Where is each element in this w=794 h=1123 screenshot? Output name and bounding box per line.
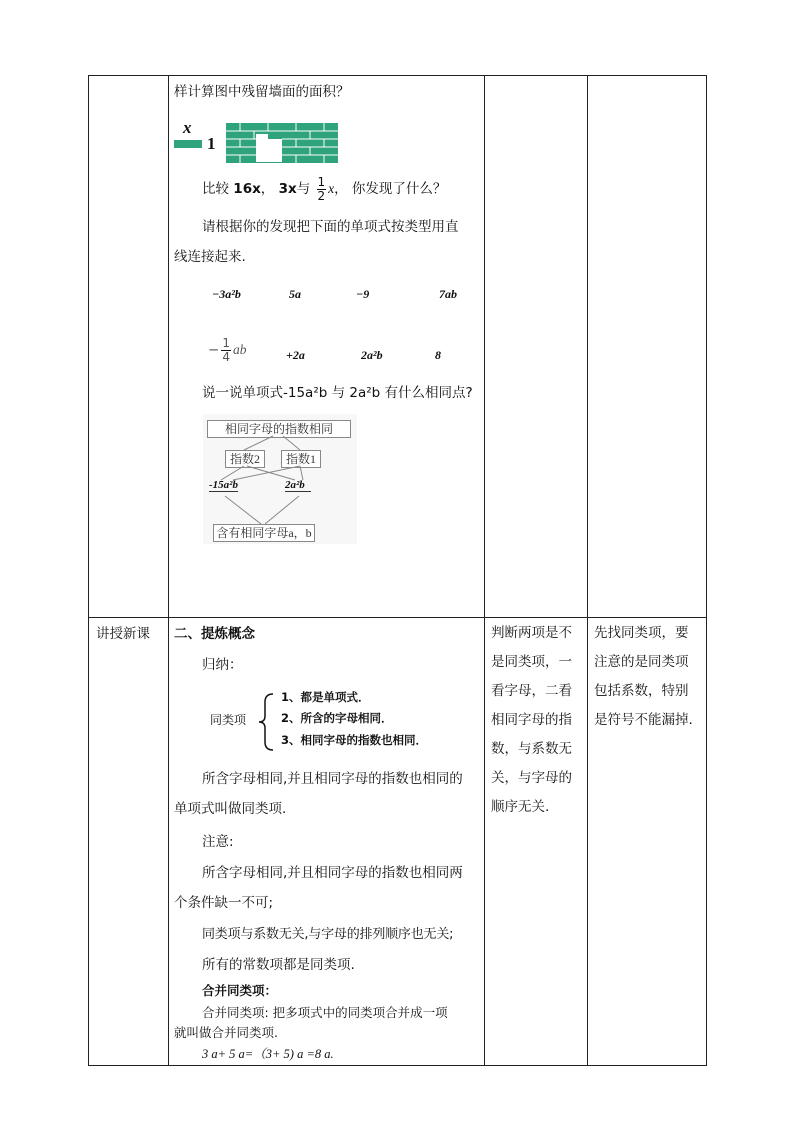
monomial-5: − $\frac{1}{4}$ ab — [208, 336, 247, 364]
curly-brace-icon — [257, 692, 277, 752]
col3-line: 关，与字母的 — [491, 770, 572, 786]
col4-line: 先找同类项，要 — [594, 625, 689, 641]
brick-wall — [226, 123, 338, 163]
merge-def-line-1: 合并同类项: 把多项式中的同类项合并成一项 — [202, 1005, 448, 1020]
col3-line: 是同类项，一 — [491, 654, 572, 670]
question-line: 样计算图中残留墙面的面积？ — [174, 84, 350, 100]
table-col-line-5 — [706, 75, 707, 1066]
definition-line-2: 单项式叫做同类项. — [174, 801, 287, 817]
figure-x-label: x — [183, 118, 192, 137]
section-label: 讲授新课 — [96, 626, 150, 642]
diagram-term-left: -15a²b — [209, 479, 238, 491]
brace-item-2: 2、所含的字母相同． — [281, 711, 393, 725]
col3-line: 顺序无关. — [491, 799, 550, 815]
brace-label: 同类项 — [210, 713, 247, 727]
instruction-line-1: 请根据你的发现把下面的单项式按类型用直 — [202, 219, 459, 235]
figure-one-label: 1 — [207, 134, 216, 153]
monomial-1: −3a²b — [212, 287, 241, 301]
col4-note — [594, 619, 704, 735]
monomial-8: 8 — [435, 348, 441, 362]
note-1-line-2: 个条件缺一不可; — [174, 895, 274, 911]
merge-def-line-2: 就叫做合并同类项. — [174, 1025, 278, 1040]
monomial-4: 7ab — [439, 287, 457, 301]
col4-line: 注意的是同类项 — [594, 654, 689, 670]
monomial-3: −9 — [356, 287, 370, 301]
brick-figure — [172, 120, 342, 162]
brace-item-1: 1、都是单项式． — [281, 690, 370, 704]
note-3: 所有的常数项都是同类项. — [202, 957, 355, 973]
diagram-term-right: 2a²b — [285, 480, 311, 492]
merge-example: 3 a+ 5 a=（3+ 5) a =8 a. — [202, 1047, 334, 1061]
col3-line: 判断两项是不 — [491, 625, 572, 641]
col4-line: 是符号不能漏掉. — [594, 712, 693, 728]
instruction-line-2: 线连接起来. — [174, 249, 246, 265]
monomial-7: 2a²b — [361, 348, 383, 362]
brace-item-3: 3、相同字母的指数也相同． — [281, 733, 428, 747]
table-border-top — [88, 75, 707, 76]
table-col-line-2 — [168, 75, 169, 1066]
say-line: 说一说单项式-15a²b 与 2a²b 有什么相同点? — [202, 385, 473, 401]
table-border-middle — [88, 617, 707, 618]
diagram-exp-right-box: 指数1 — [281, 450, 321, 468]
table-col-line-4 — [587, 75, 588, 1066]
compare-line: 比较 16x， 3x与 $\frac{1}{2}$ x， 你发现了什么？ — [202, 175, 447, 203]
table-col-line-3 — [484, 75, 485, 1066]
brace-summary — [205, 690, 465, 752]
heading-refine-concept: 二、提炼概念 — [174, 626, 255, 642]
merge-heading: 合并同类项： — [202, 983, 278, 998]
similarity-diagram — [203, 414, 357, 544]
fraction-half: $\frac{1}{2}$ — [317, 175, 326, 203]
note-1-line-1: 所含字母相同,并且相同字母的指数也相同两 — [202, 865, 463, 881]
col3-line: 看字母，二看 — [491, 683, 572, 699]
diagram-exp-left-box: 指数2 — [225, 450, 265, 468]
summary-label: 归纳： — [202, 657, 243, 673]
diagram-top-box: 相同字母的指数相同 — [207, 420, 351, 438]
note-label: 注意: — [202, 834, 234, 850]
monomial-6: +2a — [286, 348, 305, 362]
col4-line: 包括系数，特别 — [594, 683, 689, 699]
single-brick — [174, 140, 202, 148]
definition-line-1: 所含字母相同,并且相同字母的指数也相同的 — [202, 771, 463, 787]
note-2: 同类项与系数无关,与字母的排列顺序也无关; — [202, 927, 454, 942]
col3-line: 相同字母的指 — [491, 712, 572, 728]
table-col-line-1 — [88, 75, 89, 1066]
monomial-2: 5a — [289, 287, 301, 301]
diagram-arrows — [203, 414, 357, 544]
diagram-bottom-box: 含有相同字母a，b — [213, 524, 315, 542]
col3-note — [491, 619, 583, 822]
col3-line: 数，与系数无 — [491, 741, 572, 757]
table-border-bottom — [88, 1065, 707, 1066]
